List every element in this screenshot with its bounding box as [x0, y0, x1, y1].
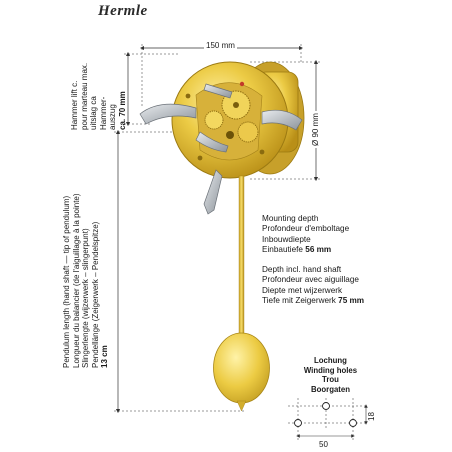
hole-spacing-label: 50	[319, 440, 328, 449]
bottom-hammer-arm	[204, 170, 222, 214]
plate-screw-2	[260, 150, 265, 155]
hammer-lift-text	[70, 50, 128, 130]
winding-holes-title	[258, 356, 403, 394]
width-label: 150 mm	[206, 41, 235, 50]
winding-holes-line-1: Lochung	[314, 356, 347, 365]
pendulum-rod	[239, 176, 244, 344]
pendulum-tip	[237, 401, 246, 411]
mounting-depth-line-1: Mounting depth	[262, 214, 319, 223]
plate-screw-3	[198, 156, 203, 161]
mounting-depth-text	[262, 214, 349, 256]
pendulum-length-text	[62, 128, 110, 368]
red-jewel	[240, 82, 244, 86]
hammer-lift-line-1: Hammer lift c.	[70, 80, 79, 130]
plate-screw-1	[186, 94, 191, 99]
depth-hand-shaft-value: 75 mm	[338, 296, 365, 306]
brand-logo: Hermle	[98, 3, 148, 19]
hammer-lift-line-5: auszug	[108, 104, 118, 130]
hammer-lift-line-2: pour marteau max.	[79, 62, 89, 130]
winding-hole-center	[323, 403, 330, 410]
winding-holes-line-4: Boorgaten	[311, 384, 350, 394]
gear-small	[205, 111, 223, 129]
pendulum-length-line-1: Pendulum length (hand shaft — tip of pendulum)	[62, 195, 71, 368]
depth-hand-shaft-line-2: Profondeur avec aiguillage	[262, 275, 359, 285]
gear-third	[238, 122, 258, 142]
winding-holes-diagram	[288, 398, 366, 440]
mounting-depth-line-3: Inbouwdiepte	[262, 234, 311, 244]
depth-hand-shaft-line-1: Depth incl. hand shaft	[262, 265, 342, 274]
hole-offset-label: 18	[367, 412, 376, 421]
mounting-depth-line-2: Profondeur d'emboltage	[262, 224, 350, 234]
winding-holes-line-3: Trou	[322, 375, 339, 385]
winding-hole-right	[350, 420, 357, 427]
diameter-label: Ø 90 mm	[311, 113, 320, 146]
mounting-depth-line-4-prefix: Einbautiefe	[262, 245, 303, 255]
pendulum-length-line-2: Longueur du balancier (de l'aiguillage à la pointe)	[71, 193, 81, 368]
clock-movement	[140, 62, 304, 214]
depth-hand-shaft-line-3: Diepte met wijzerwerk	[262, 285, 343, 295]
hammer-lift-line-4: Hammer-	[98, 96, 108, 130]
gear-center-hub	[233, 102, 239, 108]
winding-holes-line-2: Winding holes	[303, 365, 358, 375]
winding-hole-left	[295, 420, 302, 427]
pendulum-length-line-5: 13 cm	[100, 345, 110, 368]
depth-hand-shaft-line-4-prefix: Tiefe mit Zeigerwerk	[262, 296, 336, 306]
depth-hand-shaft-text	[262, 265, 364, 307]
pendulum-length-line-4: Pendellänge (Zeigerwerk – Pendelspitze)	[90, 221, 100, 368]
center-arbor	[226, 131, 234, 139]
hammer-lift-line-6: ca. 70 mm	[117, 91, 127, 130]
mounting-depth-value: 56 mm	[305, 245, 332, 255]
pendulum-length-line-3: Slingerlengte (wijzerwerk – slingerpunt)	[81, 228, 91, 368]
hammer-lift-line-3: uitslag ca	[89, 96, 99, 130]
